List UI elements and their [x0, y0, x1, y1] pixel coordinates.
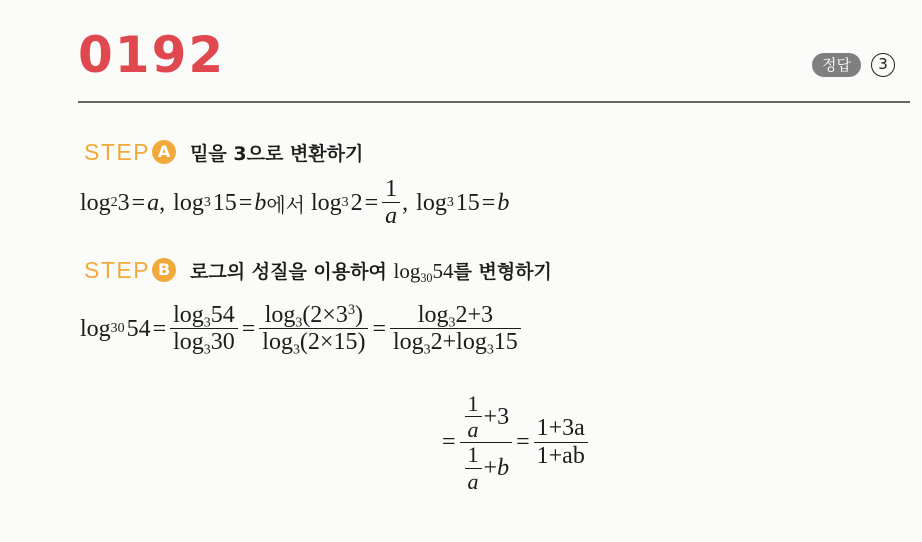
step-b-label: STEP [84, 256, 151, 283]
log-base: 3 [295, 315, 303, 331]
denominator [460, 443, 513, 493]
step-b-title-suffix: 를 변형하기 [453, 260, 552, 283]
log-base: 3 [448, 315, 456, 331]
log-text: log [264, 302, 296, 328]
log-base: 30 [420, 270, 433, 285]
plus-sign: + [483, 454, 498, 481]
variable-b: b [254, 189, 267, 216]
plus-term: +3 [467, 302, 493, 328]
number: 2 [350, 189, 363, 216]
denominator: a [467, 417, 479, 443]
number: 2 [455, 302, 468, 328]
denominator: 1+ab [536, 442, 585, 469]
step-a-label: STEP [84, 138, 151, 165]
step-b-title [190, 257, 552, 284]
log-text: log [262, 329, 293, 356]
step-b-heading [84, 255, 552, 285]
step-a-badge: A [152, 140, 176, 164]
variable-b: b [497, 189, 510, 216]
plus-sign: + [442, 329, 457, 356]
factored-expression: (2×3 [302, 302, 348, 328]
equals-sign: = [364, 189, 379, 216]
problem-number: 0192 [78, 26, 226, 84]
numerator [460, 392, 513, 442]
korean-connector: 에서 [266, 192, 305, 217]
fraction-change-of-base [170, 302, 238, 357]
log-text: log [456, 329, 487, 356]
variable-a: a [147, 189, 160, 216]
equals-sign: = [131, 189, 146, 216]
log-base: 3 [203, 315, 211, 331]
denominator: a [467, 468, 479, 494]
answer-badge: 정답 [812, 53, 861, 77]
log-base: 3 [292, 342, 300, 358]
number: 54 [210, 302, 235, 328]
numerator: 1+3a [536, 415, 585, 442]
step-b-title-prefix: 로그의 성질을 이용하여 [190, 260, 387, 283]
number: 15 [212, 189, 237, 216]
numerator: 1 [385, 176, 398, 202]
fraction-expanded [390, 302, 521, 357]
step-b-badge: B [152, 258, 176, 282]
log-text: log [417, 302, 449, 328]
log-text: log [173, 189, 204, 216]
equals-sign: = [372, 315, 386, 342]
fraction-final [534, 415, 588, 470]
numerator [415, 302, 496, 331]
step-a-equation: log 2 3 = a , log 3 15 = b 에서 log 3 2 = $\frac{1}{a}$ , log 3 15 = b [80, 176, 510, 230]
fraction-one-over-a [465, 392, 482, 442]
equals-sign: = [152, 315, 167, 342]
comma: , [159, 189, 166, 216]
denominator [390, 329, 521, 357]
factored-expression: (2×15) [299, 329, 366, 356]
number: 15 [455, 189, 480, 216]
equals-sign: = [442, 429, 456, 456]
step-a-heading [84, 137, 363, 167]
equals-sign: = [238, 189, 253, 216]
number: 54 [126, 315, 151, 342]
log-text: log [173, 302, 204, 328]
number: 15 [493, 329, 518, 356]
number: 30 [210, 329, 235, 356]
variable-b: b [497, 454, 510, 481]
complex-fraction [460, 392, 513, 494]
numerator: 1 [467, 442, 479, 468]
step-b-title-math [393, 259, 453, 283]
denominator: a [385, 203, 398, 230]
log-base: 3 [203, 342, 211, 358]
answer-circled-number: 3 [871, 53, 895, 77]
number: 3 [117, 189, 130, 216]
numerator: 1 [467, 391, 479, 416]
fraction-one-over-a [382, 176, 400, 231]
comma: , [402, 189, 409, 216]
fraction-one-over-a [465, 443, 482, 493]
answer-area [812, 53, 895, 77]
equals-sign: = [481, 189, 496, 216]
plus-term: +3 [483, 404, 510, 431]
header-divider [78, 101, 910, 103]
closing-paren: ) [355, 302, 364, 328]
numerator [262, 302, 366, 331]
numerator [170, 302, 238, 331]
log-text: log [173, 329, 204, 356]
step-b-equation-line-2 [440, 392, 590, 494]
equals-sign: = [516, 429, 530, 456]
number: 2 [430, 329, 443, 356]
log-text: log [393, 329, 424, 356]
log-text: log [310, 189, 342, 216]
number: 54 [432, 258, 454, 283]
step-b-equation-line-1: log 30 54 = $\frac{\log_354}{\log_330}$ = $\frac{\log_3(2\times 3^3)}{\log_3(2\times 15)}$ = $\frac{\log_32+3}{\log_32+\log_315}$ [80, 302, 523, 357]
log-text: log [416, 189, 447, 216]
log-text: log [393, 258, 421, 283]
log-text: log [80, 315, 111, 342]
step-a-title: 밑을 3으로 변환하기 [190, 142, 364, 165]
log-base: 3 [486, 342, 494, 358]
denominator [259, 329, 368, 357]
exponent: 3 [347, 302, 356, 319]
equals-sign: = [241, 315, 256, 342]
denominator [170, 329, 238, 357]
log-text: log [80, 189, 111, 216]
log-base: 3 [423, 342, 431, 358]
fraction-factored [259, 302, 368, 357]
